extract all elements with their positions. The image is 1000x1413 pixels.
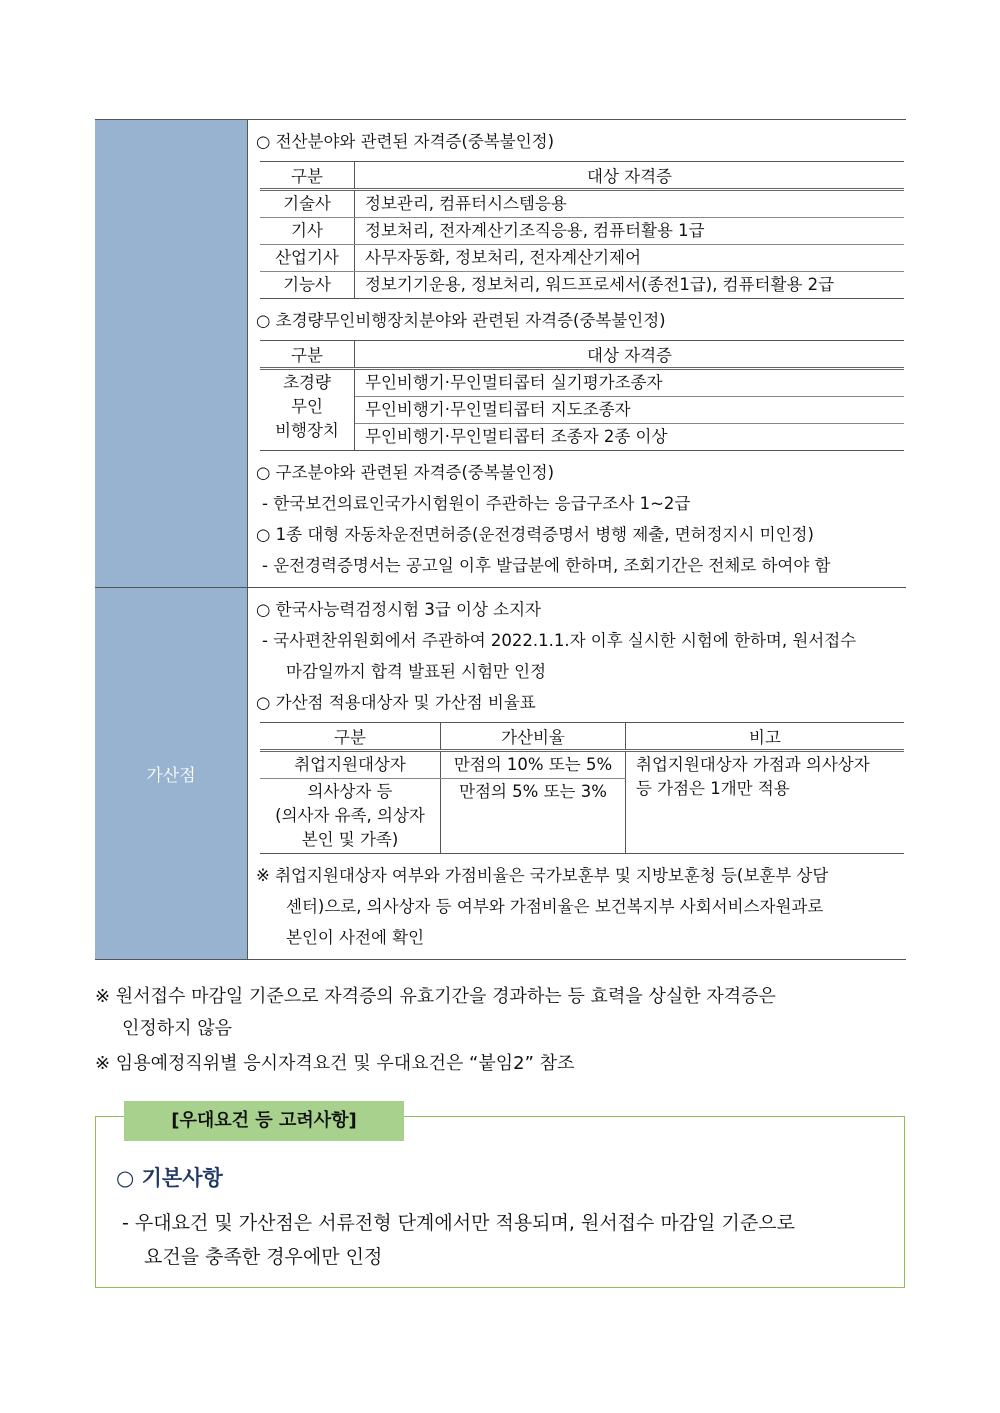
drone-group-label (260, 369, 355, 451)
table-row (260, 272, 904, 299)
basic-text-line: 요건을 충족한 경우에만 인정 (144, 1246, 383, 1268)
table-row (260, 397, 904, 424)
certs-cell: 무인비행기·무인멀티콥터 지도조종자 (355, 397, 905, 424)
license-detail: - 운전경력증명서는 공고일 이후 발급분에 한하며, 조회기간은 전체로 하여야 함 (262, 556, 831, 575)
category-line: (의사자 유족, 의상자 (275, 806, 425, 825)
table-row (260, 218, 904, 245)
basic-heading: ○ 기본사항 (116, 1166, 223, 1190)
certs-cell: 사무자동화, 정보처리, 전자계산기제어 (355, 245, 905, 272)
category-cell: 취업지원대상자 (260, 751, 441, 779)
rate-cell: 만점의 10% 또는 5% (441, 751, 626, 779)
remark-line: 등 가점은 1개만 적용 (636, 779, 790, 798)
grade-cell: 기사 (260, 218, 355, 245)
bonus-content (248, 588, 907, 960)
drone-cert-table (260, 340, 904, 451)
table-row (260, 245, 904, 272)
table-row (260, 751, 904, 779)
rescue-heading: ○ 구조분야와 관련된 자격증(중복불인정) (256, 463, 555, 482)
considerations-title: [우대요건 등 고려사항] (124, 1101, 404, 1141)
table-row (260, 424, 904, 451)
certs-cell: 정보처리, 전자계산기조직응용, 컴퓨터활용 1급 (355, 218, 905, 245)
drone-header-grade: 구분 (260, 341, 355, 369)
category-line: 의사상자 등 (307, 782, 393, 801)
it-header-certs: 대상 자격증 (355, 162, 905, 190)
header-category: 구분 (260, 723, 441, 751)
bonus-table-heading: ○ 가산점 적용대상자 및 가산점 비율표 (256, 693, 536, 712)
license-heading: ○ 1종 대형 자동차운전면허증(운전경력증명서 병행 제출, 면허정지시 미인정) (256, 525, 814, 544)
basic-text (122, 1206, 902, 1274)
it-header-grade: 구분 (260, 162, 355, 190)
history-detail-cont: 마감일까지 합격 발표된 시험만 인정 (286, 662, 547, 681)
group-label-line: 비행장치 (275, 421, 339, 440)
certs-cell: 무인비행기·무인멀티콥터 조종자 2종 이상 (355, 424, 905, 451)
history-heading: ○ 한국사능력검정시험 3급 이상 소지자 (256, 600, 541, 619)
remark-line: 취업지원대상자 가점과 의사상자 (636, 755, 870, 774)
grade-cell: 산업기사 (260, 245, 355, 272)
header-rate: 가산비율 (441, 723, 626, 751)
note-appendix: ※ 임용예정직위별 응시자격요건 및 우대요건은 “붙임2” 참조 (95, 1053, 575, 1074)
note-validity-cont: 인정하지 않음 (122, 1018, 233, 1039)
table-row (260, 190, 904, 218)
group-label-line: 무인 (291, 397, 323, 416)
certificate-content (248, 120, 907, 588)
certs-cell: 정보기기운용, 정보처리, 워드프로세서(종전1급), 컴퓨터활용 2급 (355, 272, 905, 299)
category-line: 본인 및 가족) (301, 830, 399, 849)
bonus-note: ※ 취업지원대상자 여부와 가점비율은 국가보훈부 및 지방보훈청 등(보훈부 상담 (256, 866, 829, 885)
table-row (260, 369, 904, 397)
category-cell (260, 779, 441, 854)
drone-header-certs: 대상 자격증 (355, 341, 905, 369)
it-cert-table (260, 161, 904, 299)
basic-text-line: - 우대요건 및 가산점은 서류전형 단계에서만 적용되며, 원서접수 마감일 기준으로 (122, 1212, 795, 1234)
header-remark: 비고 (626, 723, 905, 751)
group-label-line: 초경량 (283, 373, 331, 392)
certs-cell: 무인비행기·무인멀티콥터 실기평가조종자 (355, 369, 905, 397)
bonus-rate-table (260, 722, 904, 854)
it-heading: ○ 전산분야와 관련된 자격증(중복불인정) (256, 132, 555, 151)
rate-cell: 만점의 5% 또는 3% (441, 779, 626, 854)
note-validity: ※ 원서접수 마감일 기준으로 자격증의 유효기간을 경과하는 등 효력을 상실한 자격증은 (95, 986, 776, 1007)
history-detail: - 국사편찬위원회에서 주관하여 2022.1.1.자 이후 실시한 시험에 한하며, 원서접수 (262, 631, 857, 650)
remark-cell (626, 751, 905, 854)
bonus-note-cont: 센터)으로, 의사상자 등 여부와 가점비율은 보건복지부 사회서비스자원과로 (286, 897, 824, 916)
qualification-table (95, 119, 906, 960)
rescue-detail: - 한국보건의료인국가시험원이 주관하는 응급구조사 1~2급 (262, 494, 691, 513)
certs-cell: 정보관리, 컴퓨터시스템응용 (355, 190, 905, 218)
section-label-empty (95, 120, 248, 588)
drone-heading: ○ 초경량무인비행장치분야와 관련된 자격증(중복불인정) (256, 311, 666, 330)
grade-cell: 기술사 (260, 190, 355, 218)
bonus-note-cont: 본인이 사전에 확인 (286, 928, 425, 947)
grade-cell: 기능사 (260, 272, 355, 299)
bonus-label: 가산점 (95, 588, 248, 960)
